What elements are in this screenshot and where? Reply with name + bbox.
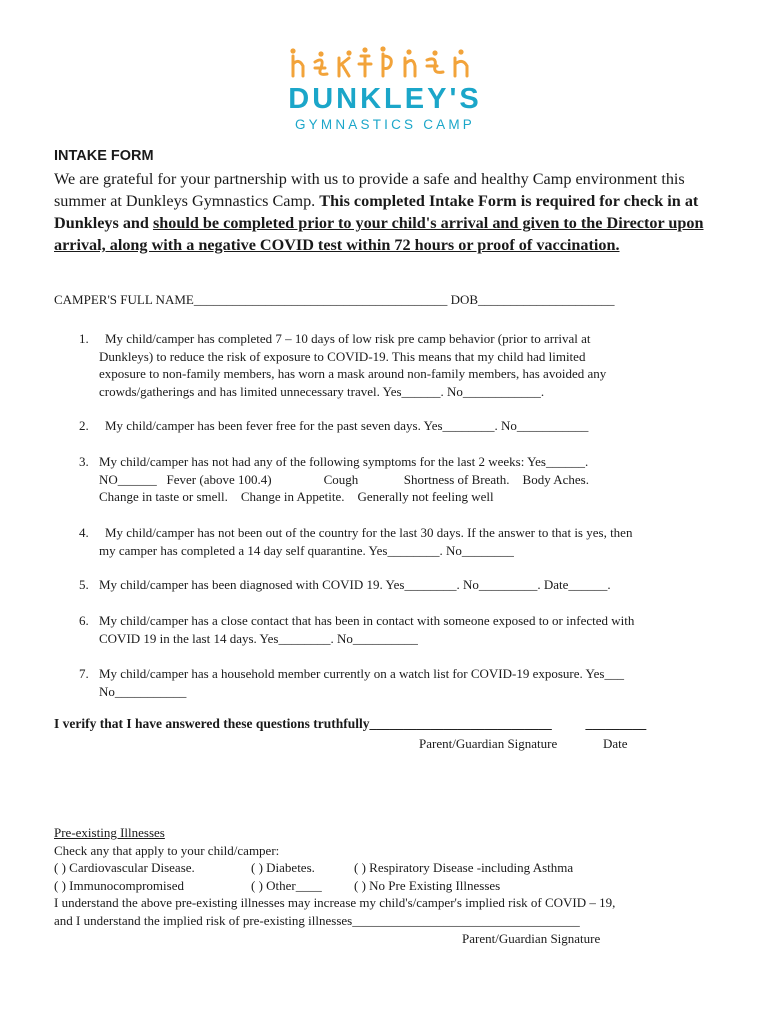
options-row-1 [54,859,734,877]
question-2-number: 2. [79,418,89,433]
question-7-line[interactable]: No___________ [99,683,187,699]
option-cardiovascular[interactable]: ( ) Cardiovascular Disease. [54,860,195,876]
question-1 [99,330,730,400]
question-1-line: Dunkleys) to reduce the risk of exposure to COVID-19. This means that my child had limited [99,348,586,364]
question-5-number: 5. [79,577,89,592]
option-other[interactable]: ( ) Other____ [251,877,322,893]
intro-plain: We are grateful for your partnership with us to provide a safe and healthy Camp environment this summer at Dunkleys Gymnastics Camp. [54,170,685,210]
question-1-number: 1. [79,331,89,346]
preexisting-section [54,824,734,947]
option-diabetes[interactable]: ( ) Diabetes. [251,860,315,876]
question-6-number: 6. [79,613,89,628]
question-1-line: My child/camper has completed 7 – 10 days of low risk pre camp behavior (prior to arrival at [105,331,591,346]
question-7 [99,665,724,700]
question-4-line: My child/camper has not been out of the country for the last 30 days. If the answer to that is yes, then [105,525,633,540]
question-5-line[interactable]: My child/camper has been diagnosed with COVID 19. Yes________. No_________. Date______. [99,577,611,592]
options-row-2 [54,877,734,895]
question-1-line: exposure to non-family members, has worn a mask around non-family members, has avoided any [99,366,607,381]
verify-signature-line[interactable]: I verify that I have answered these questions truthfully___________________________ _________ [54,716,647,731]
form-title: INTAKE FORM [54,148,154,164]
intro-required: This completed Intake Form is required for check in at Dunkleys and [54,192,699,232]
logo-name: DUNKLEY'S [288,83,482,115]
date-label: Date [603,736,628,751]
preexisting-heading: Pre-existing Illnesses [54,825,165,840]
intro-underlined: should be completed prior to your child's arrival and given to the Director upon arrival, along with a negative COVID test within 72 hours or proof of vaccination. [54,214,704,254]
question-3 [99,453,724,506]
preexisting-instruction: Check any that apply to your child/camper: [54,842,280,858]
question-2-line[interactable]: My child/camper has been fever free for the past seven days. Yes________. No___________ [105,418,589,433]
preexisting-statement-1: I understand the above pre-existing illnesses may increase my child's/camper's implied risk of COVID – 19, [54,895,616,911]
camp-logo [270,42,500,133]
signature-label: Parent/Guardian Signature [419,736,558,751]
option-immunocompromised[interactable]: ( ) Immunocompromised [54,877,184,893]
preexisting-signature-label: Parent/Guardian Signature [462,930,601,946]
question-1-line[interactable]: crowds/gatherings and has limited unnecessary travel. Yes______. No____________. [99,383,545,399]
question-7-number: 7. [79,666,89,681]
question-3-line[interactable]: NO______ Fever (above 100.4) Cough Shortness of Breath. Body Aches. [99,471,589,487]
question-5 [99,576,724,594]
question-4-number: 4. [79,525,89,540]
question-7-line[interactable]: My child/camper has a household member currently on a watch list for COVID-19 exposure. Yes___ [99,666,624,681]
question-6-line: My child/camper has a close contact that has been in contact with someone exposed to or infected with [99,613,635,628]
preexisting-statement-2[interactable]: and I understand the implied risk of pre-existing illnesses___________________________________ [54,912,580,928]
question-6 [99,612,724,647]
question-4-line[interactable]: my camper has completed a 14 day self quarantine. Yes________. No________ [99,542,514,558]
intro-paragraph [54,168,704,256]
question-3-line: Change in taste or smell. Change in Appetite. Generally not feeling well [99,489,494,504]
question-4 [99,524,730,559]
question-6-line[interactable]: COVID 19 in the last 14 days. Yes________. No__________ [99,630,418,646]
camper-name-dob-line[interactable]: CAMPER'S FULL NAME_______________________________________ DOB_____________________ [54,292,615,307]
option-none[interactable]: ( ) No Pre Existing Illnesses [354,877,501,893]
question-3-number: 3. [79,454,89,469]
logo-subtitle: GYMNASTICS CAMP [294,117,475,132]
question-2 [105,417,730,435]
question-3-line[interactable]: My child/camper has not had any of the following symptoms for the last 2 weeks: Yes______. [99,454,589,469]
option-respiratory[interactable]: ( ) Respiratory Disease -including Asthma [354,860,574,876]
gymnast-figures-icon [285,42,485,82]
